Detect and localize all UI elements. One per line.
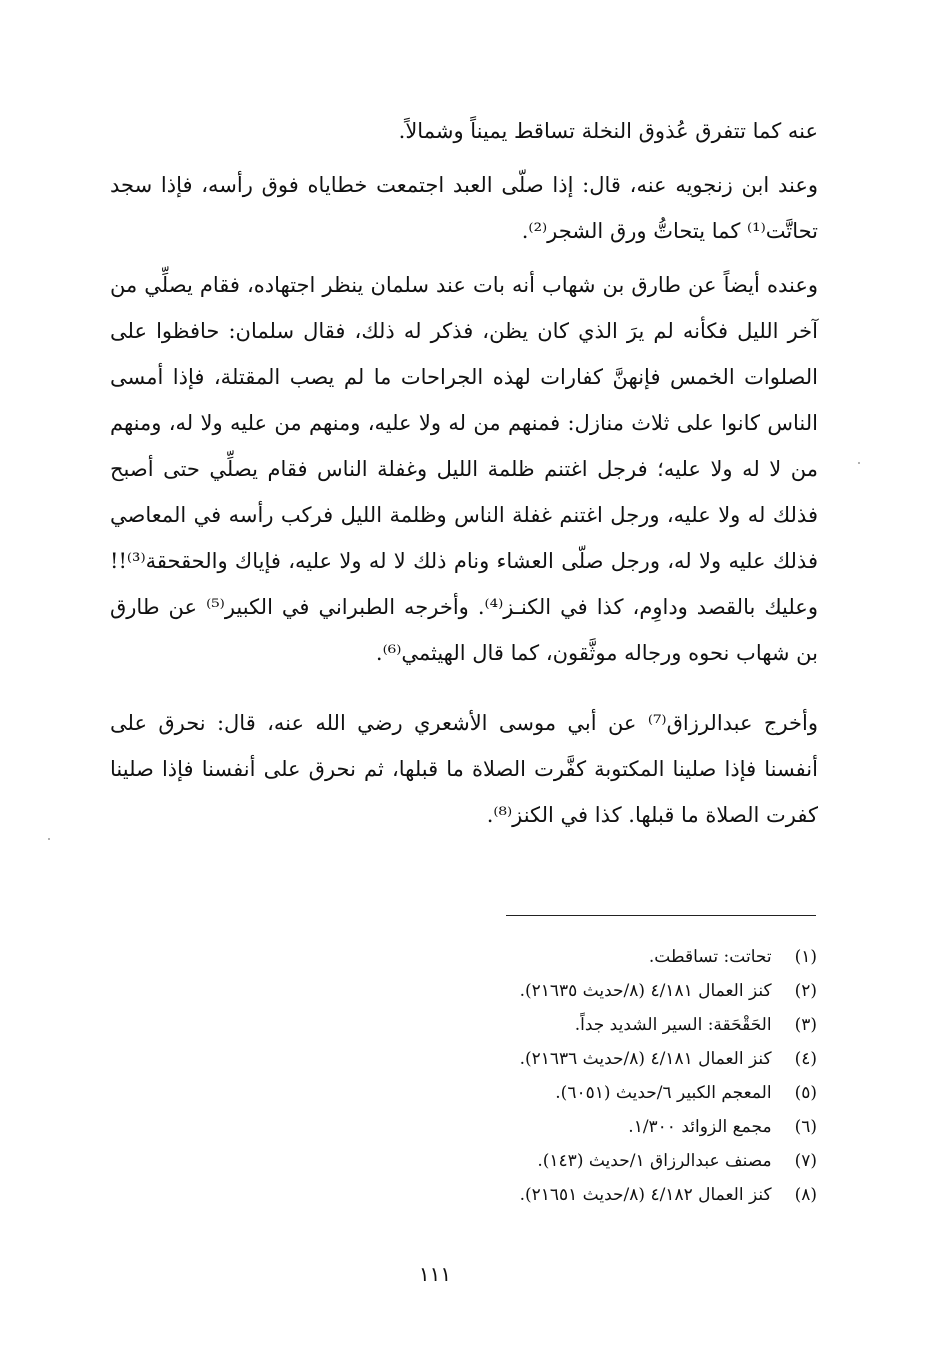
footnote-item bbox=[257, 1144, 817, 1178]
footnote-number: (٢) bbox=[794, 981, 817, 1001]
footnote-text: الحَقْحَقة: السير الشديد جداً. bbox=[574, 1015, 772, 1035]
footnote-number: (٨) bbox=[794, 1185, 817, 1205]
footnotes-list bbox=[257, 940, 817, 1212]
footnote-number: (٤) bbox=[794, 1049, 817, 1069]
footnote-text: كنز العمال ٤/١٨١ (٨/حديث ٢١٦٣٥). bbox=[519, 981, 772, 1001]
paragraph-4: وأخرج عبدالرزاق⁽⁷⁾ عن أبي موسى الأشعري رضي الله عنه، قال: نحرق على أنفسنا فإذا صلينا المكتوبة كفَّرت الصلاة ما قبلها، ثم نحرق على أنفسنا فإذا صلينا كفرت الصلاة ما قبلها. كذا في الكنز⁽⁸⁾. bbox=[110, 711, 818, 827]
footnote-number: (٦) bbox=[794, 1117, 817, 1137]
footnote-number: (١) bbox=[794, 947, 817, 967]
footnote-item bbox=[257, 1110, 817, 1144]
scan-speck bbox=[48, 838, 50, 840]
footnote-number: (٧) bbox=[794, 1151, 817, 1171]
footnote-text: المعجم الكبير ٦/حديث (٦٠٥١). bbox=[555, 1083, 772, 1103]
footnote-text: كنز العمال ٤/١٨٢ (٨/حديث ٢١٦٥١). bbox=[519, 1185, 772, 1205]
footnote-item bbox=[257, 940, 817, 974]
footnote-item bbox=[257, 974, 817, 1008]
footnote-item bbox=[257, 1008, 817, 1042]
footnote-text: كنز العمال ٤/١٨١ (٨/حديث ٢١٦٣٦). bbox=[519, 1049, 772, 1069]
page-number: ١١١ bbox=[418, 1262, 452, 1286]
footnote-item bbox=[257, 1042, 817, 1076]
scan-speck bbox=[858, 462, 860, 464]
footnote-number: (٣) bbox=[794, 1015, 817, 1035]
footnote-item bbox=[257, 1076, 817, 1110]
footnote-text: تحاتت: تساقطت. bbox=[648, 947, 772, 967]
paragraph-2: وعند ابن زنجويه عنه، قال: إذا صلّى العبد اجتمعت خطاياه فوق رأسه، فإذا سجد تحاتَّت⁽¹⁾ كما يتحاتُّ ورق الشجر⁽²⁾. bbox=[110, 173, 818, 243]
footnote-text: مصنف عبدالرزاق ١/حديث (١٤٣). bbox=[537, 1151, 772, 1171]
paragraph-1: عنه كما تتفرق عُذوق النخلة تساقط يميناً وشمالاً. bbox=[398, 119, 818, 143]
footnote-text: مجمع الزوائد ١/٣٠٠. bbox=[628, 1117, 772, 1137]
footnote-number: (٥) bbox=[794, 1083, 817, 1103]
paragraph-3: وعنده أيضاً عن طارق بن شهاب أنه بات عند سلمان ينظر اجتهاده، فقام يصلِّي من آخر الليل فكأنه لم يرَ الذي كان يظن، فذكر له ذلك، فقال سلمان: حافظوا على الصلوات الخمس فإنهنَّ كفارات لهذه الجراحات ما لم يصب المقتلة، فإذا أمسى الناس كانوا على ثلاث منازل: فمنهم من له ولا عليه، ومنهم من عليه ولا له، ومنهم من لا له ولا عليه؛ فرجل اغتنم ظلمة الليل وغفلة الناس فقام يصلِّي حتى أصبح فذلك له ولا عليه، ورجل اغتنم غفلة الناس وظلمة الليل فركب رأسه في المعاصي فذلك عليه ولا له، ورجل صلّى العشاء ونام ذلك لا له ولا عليه، فإياك والحقحقة⁽³⁾!! وعليك بالقصد وداوِم، كذا في الكنـز⁽⁴⁾. وأخرجه الطبراني في الكبير⁽⁵⁾ عن طارق بن شهاب نحوه ورجاله موثَّقون، كما قال الهيثمي⁽⁶⁾. bbox=[110, 273, 818, 665]
footnote-separator bbox=[506, 915, 816, 916]
footnote-item bbox=[257, 1178, 817, 1212]
